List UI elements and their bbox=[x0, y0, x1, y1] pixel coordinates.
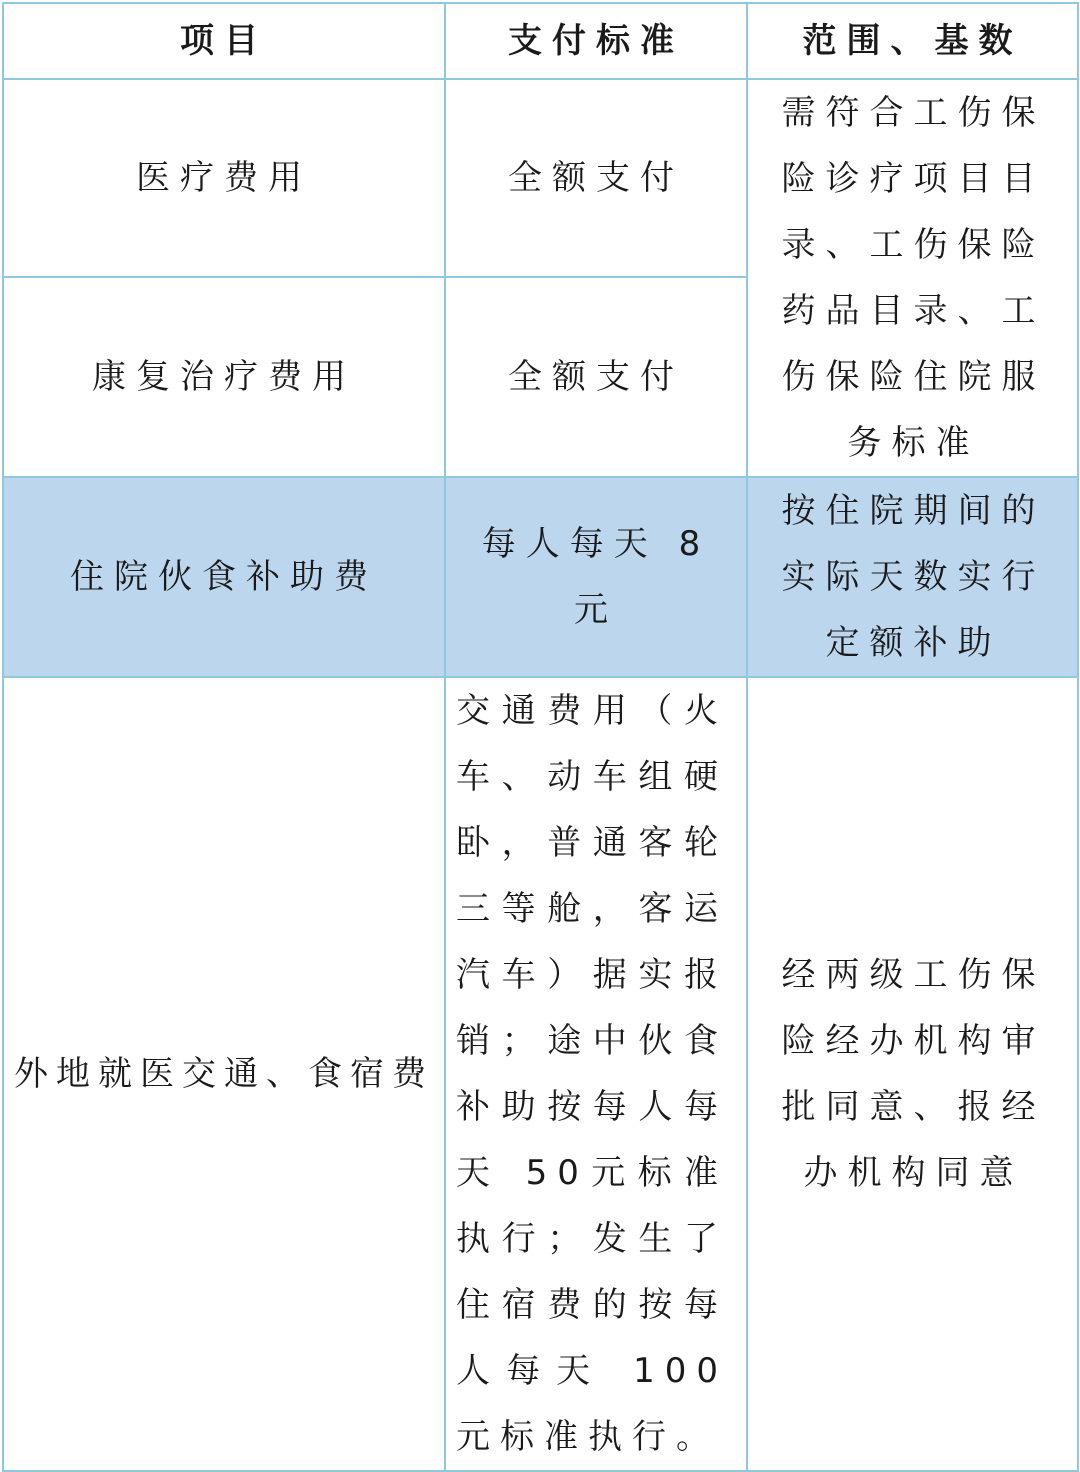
header-standard: 支付标准 bbox=[445, 3, 747, 79]
standard-rehab: 全额支付 bbox=[508, 357, 684, 398]
table-row bbox=[3, 79, 1078, 277]
item-medical: 医疗费用 bbox=[136, 158, 312, 199]
item-meal-subsidy: 住院伙食补助费 bbox=[70, 557, 378, 597]
cell-standard bbox=[445, 79, 747, 277]
table-row bbox=[3, 677, 1078, 1471]
table-header-row bbox=[3, 3, 1078, 79]
table-row-highlighted bbox=[3, 477, 1078, 677]
cell-item bbox=[3, 477, 445, 677]
cell-item bbox=[3, 677, 445, 1471]
standard-offsite-travel: 交通费用（火车、动车组硬卧，普通客轮三等舱，客运汽车）据实报销；途中伙食补助按每人每天 50元标准执行；发生了住宿费的按每人每天 100 元标准执行。 bbox=[456, 691, 728, 1457]
item-offsite-travel: 外地就医交通、食宿费 bbox=[14, 1054, 434, 1094]
cell-item bbox=[3, 79, 445, 277]
cell-scope bbox=[747, 477, 1078, 677]
cell-item bbox=[3, 277, 445, 477]
fee-table bbox=[2, 2, 1079, 1472]
cell-standard bbox=[445, 277, 747, 477]
cell-scope bbox=[747, 677, 1078, 1471]
fee-table-container bbox=[2, 2, 1077, 1457]
cell-scope-shared bbox=[747, 79, 1078, 477]
cell-standard bbox=[445, 477, 747, 677]
cell-standard bbox=[445, 677, 747, 1471]
scope-meal-subsidy: 按住院期间的实际天数实行定额补助 bbox=[781, 491, 1046, 663]
header-item: 项目 bbox=[3, 3, 445, 79]
standard-meal-subsidy: 每人每天 8 元 bbox=[481, 524, 711, 630]
header-scope: 范围、基数 bbox=[747, 3, 1078, 79]
scope-offsite-travel: 经两级工伤保险经办机构审批同意、报经办机构同意 bbox=[781, 955, 1046, 1193]
scope-shared-text: 需符合工伤保险诊疗项目目录、工伤保险药品目录、工伤保险住院服务标准 bbox=[781, 93, 1046, 463]
item-rehab: 康复治疗费用 bbox=[92, 357, 356, 398]
standard-medical: 全额支付 bbox=[508, 158, 684, 199]
